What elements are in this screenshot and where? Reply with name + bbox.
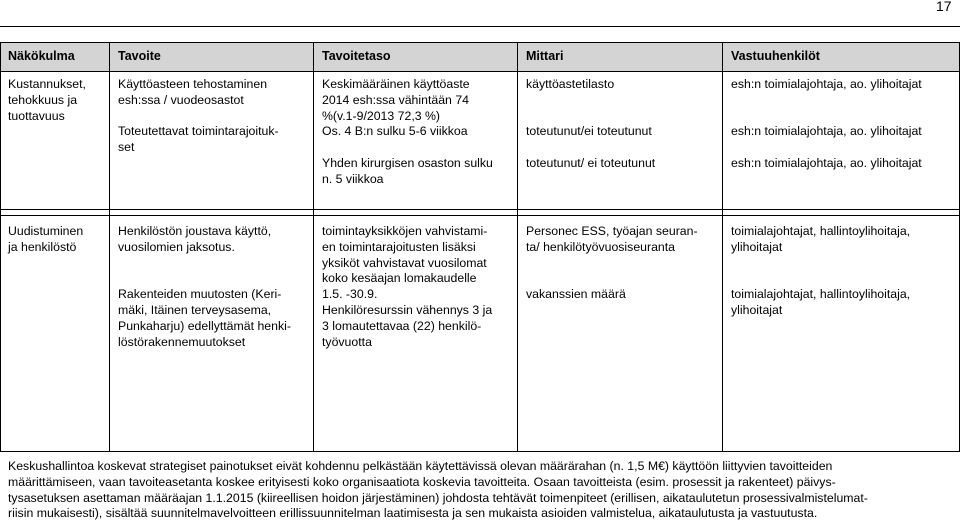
cell-line: esh:n toimialajohtaja, ao. ylihoitajat: [731, 155, 922, 170]
cell-line: Punkaharju) edellyttämät henki-: [118, 318, 291, 333]
cell-line: työvuotta: [322, 334, 372, 349]
row-divider: [1, 209, 959, 210]
cell-line: set: [118, 140, 135, 155]
row-1-tavoite: [118, 77, 279, 156]
row-1-tavoitetaso: [322, 77, 493, 188]
goals-table: [0, 42, 960, 452]
header-tavoite: Tavoite: [118, 49, 161, 63]
header-divider: [1, 71, 959, 72]
cell-line: n. 5 viikkoa: [322, 171, 384, 186]
cell-line: tehokkuus ja: [8, 92, 78, 107]
cell-line: Keskimääräinen käyttöaste: [322, 77, 470, 91]
column-divider-3: [517, 43, 518, 451]
cell-line: esh:ssa / vuodeosastot: [118, 92, 244, 107]
row-2-nakokulma: [8, 224, 83, 256]
cell-line: ta/ henkilötyövuosiseuranta: [526, 239, 676, 254]
summary-line: Keskushallintoa koskevat strategiset painotukset eivät kohdennu pelkästään käytettävissä olevan määrärahan (n. 1,5 M€) käyttöön liittyvien tavoitteiden: [8, 459, 833, 473]
cell-line: Uudistuminen: [8, 224, 84, 238]
cell-line: ylihoitajat: [731, 239, 783, 254]
cell-line: esh:n toimialajohtaja, ao. ylihoitajat: [731, 124, 922, 139]
cell-line: Yhden kirurgisen osaston sulku: [322, 155, 493, 170]
cell-line: esh:n toimialajohtaja, ao. ylihoitajat: [731, 77, 922, 91]
row-2-vastuuhenkilot: [731, 224, 910, 319]
cell-line: 3 lomautettavaa (22) henkilö-: [322, 318, 482, 333]
column-divider-4: [722, 43, 723, 451]
top-rule: [0, 26, 960, 27]
cell-line: löstörakennemuutokset: [118, 334, 246, 349]
header-nakokulma: Näkökulma: [8, 49, 75, 63]
cell-line: Henkilöresurssin vähennys 3 ja: [322, 302, 493, 317]
cell-line: ja henkilöstö: [8, 239, 77, 254]
header-tavoitetaso: Tavoitetaso: [322, 49, 391, 63]
cell-line: 1.5. -30.9.: [322, 287, 378, 302]
cell-line: Rakenteiden muutosten (Keri-: [118, 287, 282, 302]
cell-line: toimialajohtajat, hallintoylihoitaja,: [731, 287, 911, 302]
cell-line: toteutunut/ ei toteutunut: [526, 155, 656, 170]
summary-line: riisin mukaisesti), sisältää suunnitelmavelvoitteen erillissuunnitelman laatimisesta ja sen mukaista asioiden valmistelua, aikataulutusta ja vastuutusta.: [8, 506, 818, 521]
row-divider-second: [1, 215, 959, 216]
cell-line: vuosilomien jaksotus.: [118, 239, 235, 254]
cell-line: Os. 4 B:n sulku 5-6 viikkoa: [322, 124, 468, 139]
cell-line: mäki, Itäinen terveysasema,: [118, 302, 272, 317]
cell-line: toimialajohtajat, hallintoylihoitaja,: [731, 224, 911, 238]
cell-line: yksiköt vahvistavat vuosilomat: [322, 255, 487, 270]
row-2-tavoite: [118, 224, 291, 350]
cell-line: Henkilöstön joustava käyttö,: [118, 224, 272, 238]
cell-line: Personec ESS, työajan seuran-: [526, 224, 698, 238]
cell-line: toteutunut/ei toteutunut: [526, 124, 652, 139]
column-divider-1: [109, 43, 110, 451]
column-divider-2: [313, 43, 314, 451]
cell-line: koko kesäajan lomakaudelle: [322, 271, 477, 286]
cell-line: käyttöastetilasto: [526, 77, 615, 91]
cell-line: ylihoitajat: [731, 302, 783, 317]
header-vastuuhenkilot: Vastuuhenkilöt: [731, 49, 820, 63]
cell-line: tuottavuus: [8, 108, 65, 123]
row-2-mittari: [526, 224, 698, 303]
cell-line: toimintayksikköjen vahvistami-: [322, 224, 488, 238]
cell-line: Toteutettavat toimintarajoituk-: [118, 124, 279, 139]
row-1-vastuuhenkilot: [731, 77, 922, 172]
cell-line: vakanssien määrä: [526, 287, 626, 302]
cell-line: en toimintarajoitusten lisäksi: [322, 239, 476, 254]
summary-line: tysasetuksen asettaman määräajan 1.1.2015 (kiireellisen hoidon järjestäminen) johdosta tehtävät toimenpiteet (erillisen, aikataulutetun prosessivalmistelumat-: [8, 490, 868, 505]
summary-line: määrittämiseen, vaan tavoiteasetanta koskee erityisesti koko organisaatiota koskevia tavoitteita. Osaan tavoitteista (esim. prosessit ja rakenteet) päivys-: [8, 474, 836, 489]
row-1-nakokulma: [8, 77, 86, 124]
page-number: 17: [936, 0, 952, 14]
cell-line: %(v.1-9/2013 72,3 %): [322, 108, 441, 123]
row-2-tavoitetaso: [322, 224, 492, 350]
cell-line: Kustannukset,: [8, 77, 86, 91]
row-1-mittari: [526, 77, 655, 172]
header-mittari: Mittari: [526, 49, 564, 63]
cell-line: Käyttöasteen tehostaminen: [118, 77, 268, 91]
cell-line: 2014 esh:ssa vähintään 74: [322, 92, 469, 107]
summary-paragraph: [8, 459, 954, 522]
table-header-row: [1, 43, 959, 71]
